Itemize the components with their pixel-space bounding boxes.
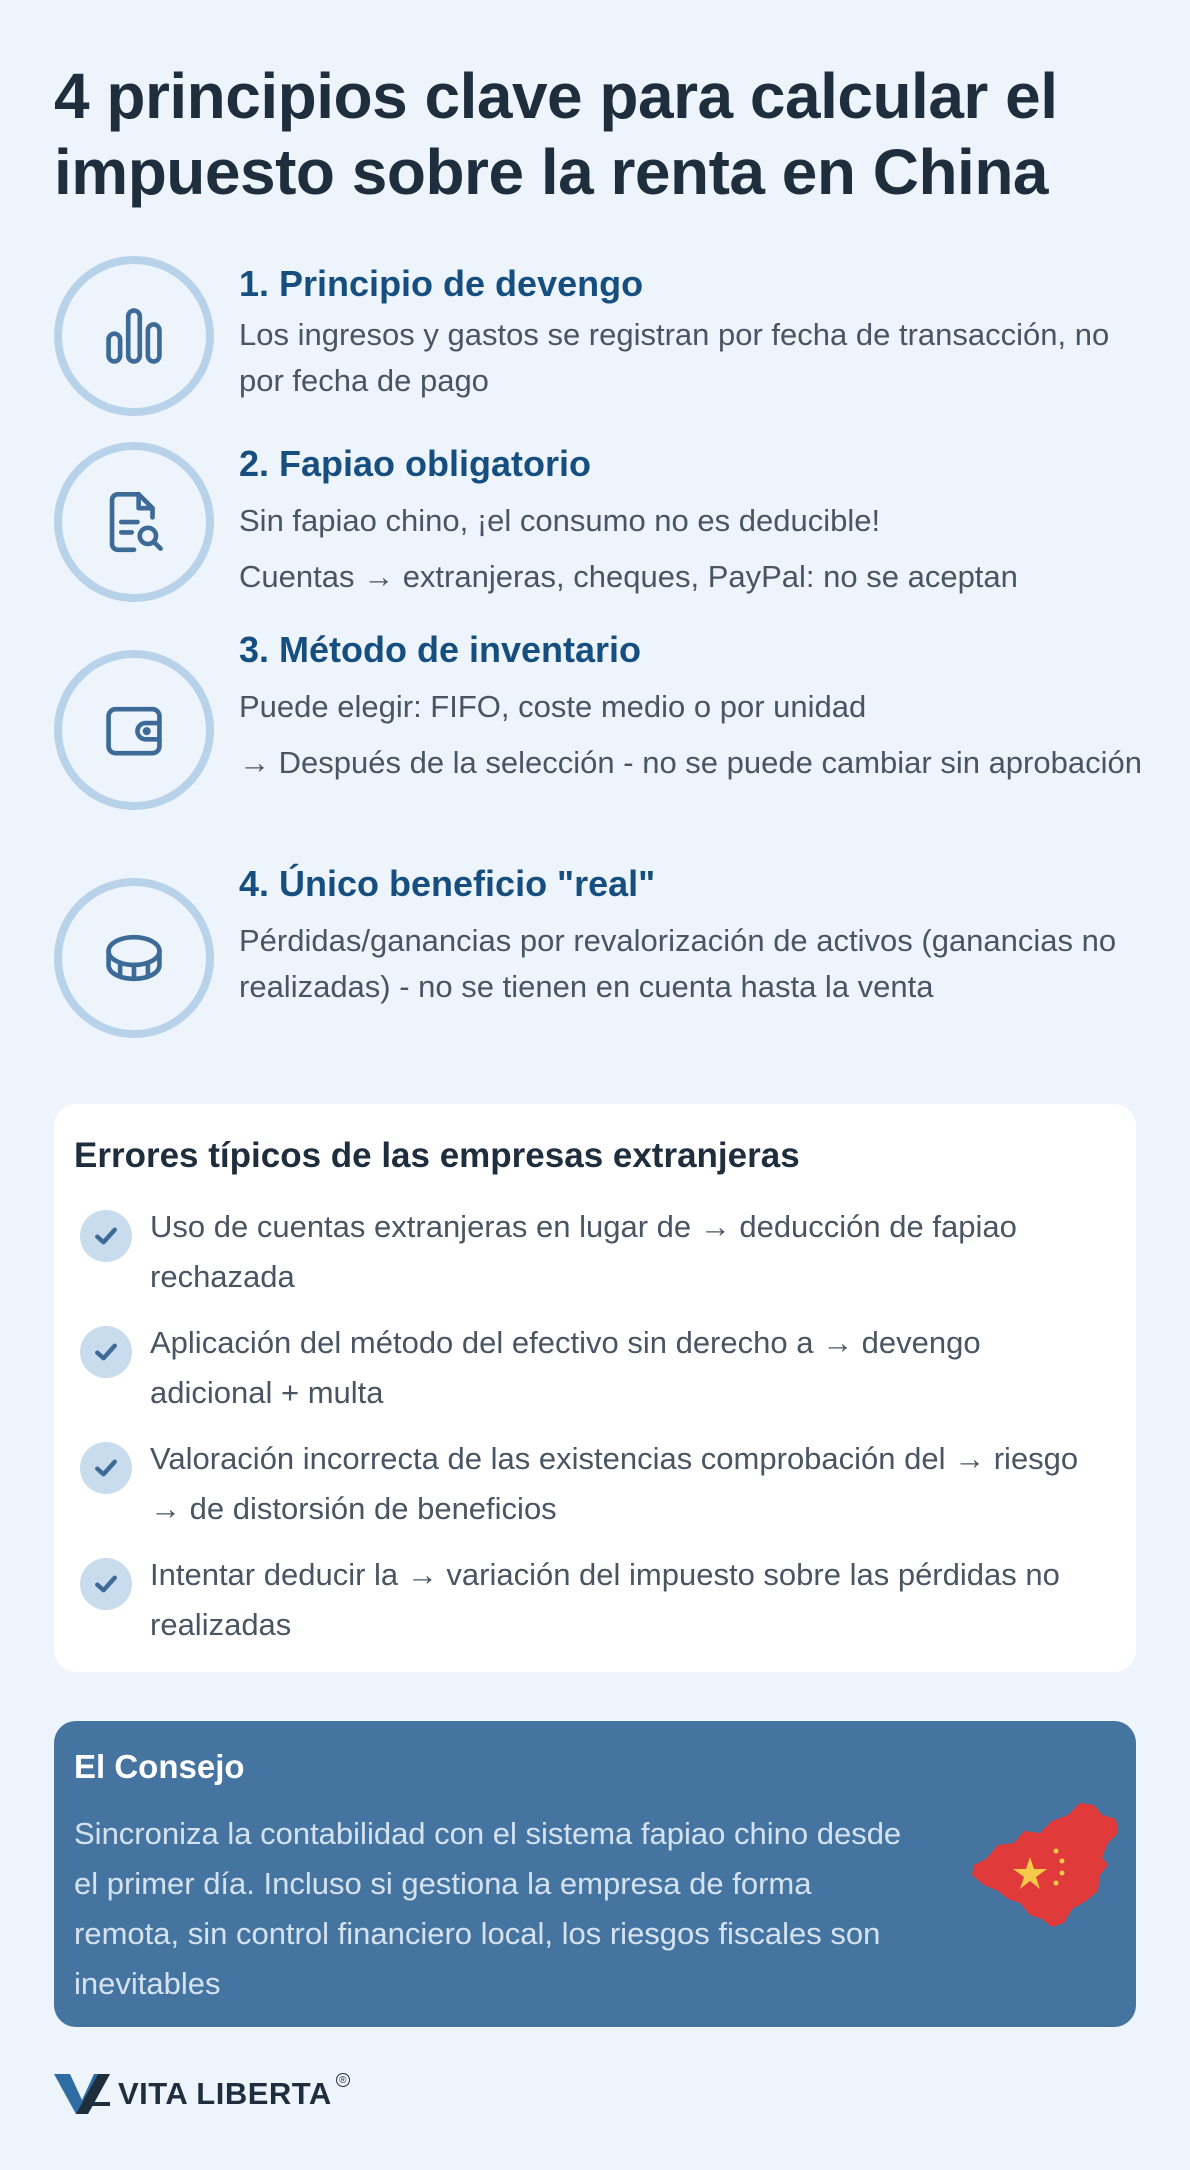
principle-1-title: 1. Principio de devengo xyxy=(239,263,644,304)
errors-title: Errores típicos de las empresas extranjeras xyxy=(74,1136,800,1175)
principle-4-line-1: Pérdidas/ganancias por revalorización de activos (ganancias no realizadas) - no se tienen en cuenta hasta la venta xyxy=(239,923,1117,1004)
errors-card xyxy=(54,1104,1136,1672)
principle-4-icon-circle xyxy=(54,878,214,1038)
check-icon xyxy=(80,1210,132,1262)
error-text: Aplicación del método del efectivo sin derecho a → devengo adicional + multa xyxy=(150,1325,981,1410)
vita-liberta-logo-icon xyxy=(54,2072,110,2116)
error-text: Uso de cuentas extranjeras en lugar de → deducción de fapiao rechazada xyxy=(150,1209,1017,1294)
check-icon xyxy=(80,1442,132,1494)
principle-2-line-2: Cuentas → extranjeras, cheques, PayPal: no se aceptan xyxy=(239,559,1018,594)
registered-mark: ® xyxy=(336,2073,350,2087)
china-map-icon xyxy=(968,1799,1120,1929)
principle-2-title: 2. Fapiao obligatorio xyxy=(239,443,592,484)
error-text: Valoración incorrecta de las existencias comprobación del → riesgo → de distorsión de beneficios xyxy=(150,1441,1079,1526)
wallet-icon xyxy=(97,693,171,767)
tip-card xyxy=(54,1721,1136,2027)
page-title: 4 principios clave para calcular el impuesto sobre la renta en China xyxy=(54,60,1058,208)
check-icon xyxy=(80,1558,132,1610)
principle-1-line-1: Los ingresos y gastos se registran por fecha de transacción, no por fecha de pago xyxy=(239,317,1110,398)
principle-4-title: 4. Único beneficio "real" xyxy=(239,863,656,904)
principle-3-line-1: Puede elegir: FIFO, coste medio o por unidad xyxy=(239,689,867,724)
tip-body: Sincroniza la contabilidad con el sistema fapiao chino desde el primer día. Incluso si gestiona la empresa de forma remota, sin control financiero local, los riesgos fiscales son inevitables xyxy=(74,1816,902,2001)
coin-icon xyxy=(97,921,171,995)
bar-chart-icon xyxy=(97,299,171,373)
principle-3-icon-circle xyxy=(54,650,214,810)
tip-title: El Consejo xyxy=(74,1748,245,1785)
brand-logo xyxy=(54,2070,350,2118)
principle-3-title: 3. Método de inventario xyxy=(239,629,642,670)
error-text: Intentar deducir la → variación del impuesto sobre las pérdidas no realizadas xyxy=(150,1557,1060,1642)
principle-2-line-1: Sin fapiao chino, ¡el consumo no es deducible! xyxy=(239,503,881,538)
check-icon xyxy=(80,1326,132,1378)
principle-1-icon-circle xyxy=(54,256,214,416)
principle-2-icon-circle xyxy=(54,442,214,602)
principle-3-line-2: → Después de la selección - no se puede cambiar sin aprobación xyxy=(239,745,1142,780)
logo-text: VITA LIBERTA xyxy=(118,2076,332,2111)
document-search-icon xyxy=(97,485,171,559)
